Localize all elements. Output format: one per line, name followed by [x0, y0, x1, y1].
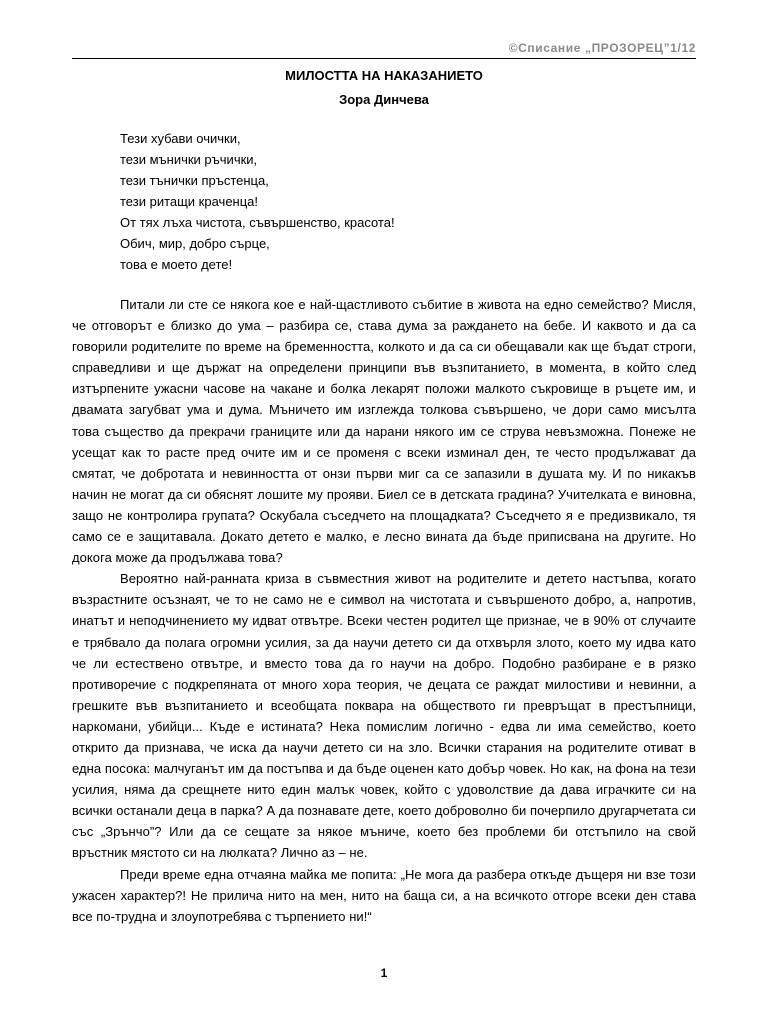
article-title: МИЛОСТТА НА НАКАЗАНИЕТО — [285, 68, 483, 83]
paragraph: Преди време една отчаяна майка ме попита: „Не мога да разбера откъде дъщеря ни взе този ужасен характер?! Не прилича нито на мен, нито на баща си, а на всичкото отгоре всеки ден става все по-трудна и злоупотребява с търпението ни!“ — [72, 866, 696, 924]
poem-line: тези тънички пръстенца, — [120, 173, 269, 188]
poem — [120, 128, 660, 275]
article-author: Зора Динчева — [339, 92, 429, 107]
paragraph: Вероятно най-ранната криза в съвместния живот на родителите и детето настъпва, когато възрастните осъзнаят, че то не само не е символ на чистотата и съвършеното добро, а, напротив, инатът и неподчинението му идват отвътре. Всеки честен родител ще признае, че в 90% от случаите е трябвало да полага огромни усилия, за да научи детето си да отхвърля злото, което му идва като че ли естествено отвътре, и вместо това да го научи на добро. Подобно разбиране е в рязко противоречие с подкрепяната от много хора теория, че децата се раждат милостиви и невинни, а грешките във възпитанието и всеобщата поквара на обществото ги превръщат в престъпници, наркомани, убийци... Къде е истината? Нека помислим логично - едва ли има семейство, което открито да признава, че иска да научи детето си на зло. Всички старания на родителите отиват в една посока: малчуганът им да постъпва и да бъде оценен като добър човек. Но как, на фона на тези усилия, няма да срещнете нито един малък човек, който с удоволствие да дава играчките си на всички останали деца в парка? А да познавате дете, което доброволно би почерпило другарчетата си със „Зрънчо”? Или да се сещате за някое мъниче, което без проблеми би отстъпило на свой връстник мястото си на люлката? Лично аз – не. — [72, 571, 696, 861]
page-number: 1 — [380, 966, 388, 980]
poem-line: Тези хубави очички, — [120, 131, 241, 146]
article-body — [72, 294, 696, 927]
paragraph: Питали ли сте се някога кое е най-щастливото събитие в живота на едно семейство? Мисля, че отговорът е близко до ума – разбира се, става дума за раждането на бебе. И каквото и да са говорили родителите по време на бременността, колкото и да са си обещавали как ще бъдат строги, справедливи и ще държат на определени принципи във възпитанието, в момента, в който след изтърпените ужасни часове на чакане и болка лекарят положи малкото съкровище в ръцете им, и двамата загубват ума и дума. Мъничето им изглежда толкова съвършено, че дори само мисълта това същество да прекрачи границите или да нарани някого им се струва невъзможна. Понеже не усещат как то расте пред очите им и се променя с всеки изминал ден, те често продължават да смятат, че добротата и невинността от онзи първи миг са се запазили в душата му. И по никакъв начин не могат да си обяснят лошите му прояви. Биел се в детската градина? Учителката е виновна, защо не контролира групата? Оскубала съседчето на площадката? Съседчето я е предизвикало, тя само се е защитавала. Докато детето е малко, е лесно вината да бъде приписвана на другите. Но докога може да продължава това? — [72, 297, 696, 566]
poem-line: тези мънички ръчички, — [120, 152, 258, 167]
poem-line: Обич, мир, добро сърце, — [120, 236, 270, 251]
journal-header: ©Списание „ПРОЗОРЕЦ”1/12 — [508, 41, 696, 55]
poem-line: От тях лъха чистота, съвършенство, красота! — [120, 215, 395, 230]
header-divider — [72, 58, 696, 59]
poem-line: тези ритащи краченца! — [120, 194, 259, 209]
poem-line: това е моето дете! — [120, 257, 233, 272]
